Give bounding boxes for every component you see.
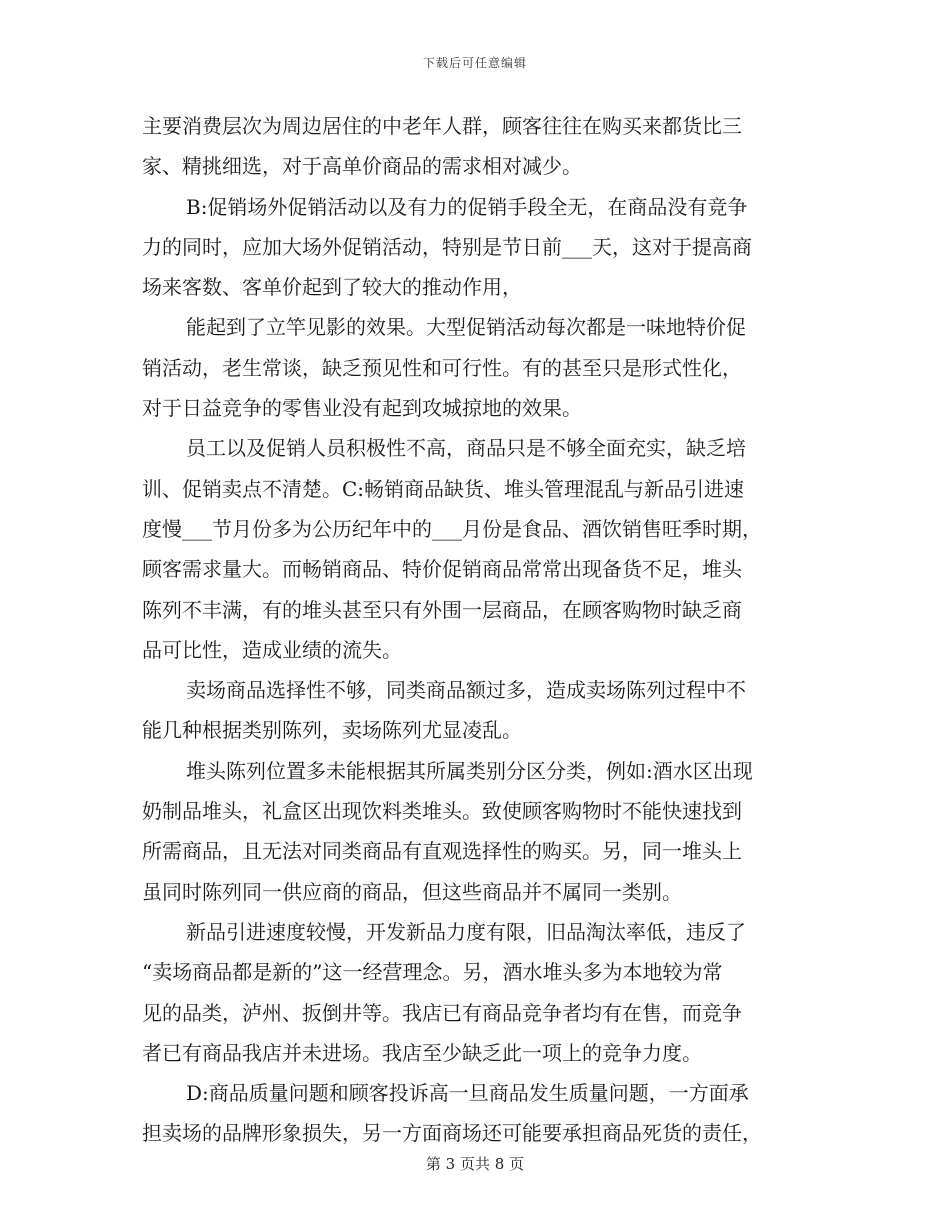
text-line: 奶制品堆头，礼盒区出现饮料类堆头。致使顾客购物时不能快速找到 [142, 799, 742, 824]
text-line: 场来客数、客单价起到了较大的推动作用， [142, 275, 522, 300]
text-line: 者已有商品我店并未进场。我店至少缺乏此一项上的竞争力度。 [142, 1040, 702, 1065]
text-line: 见的品类，泸州、扳倒井等。我店已有商品竞争者均有在售，而竞争 [142, 1000, 742, 1025]
text-line: 训、促销卖点不清楚。C:畅销商品缺货、堆头管理混乱与新品引进速 [142, 476, 745, 501]
text-line: 能起到了立竿见影的效果。大型促销活动每次都是一味地特价促 [186, 315, 746, 340]
text-line: 品可比性，造成业绩的流失。 [142, 637, 402, 662]
text-line: D:商品质量问题和顾客投诉高一旦商品发生质量问题，一方面承 [186, 1081, 749, 1106]
text-line: 所需商品，且无法对同类商品有直观选择性的购买。另，同一堆头上 [142, 839, 742, 864]
text-line: B:促销场外促销活动以及有力的促销手段全无，在商品没有竞争 [186, 194, 748, 219]
text-line: 度慢___节月份多为公历纪年中的___月份是食品、酒饮销售旺季时期， [142, 516, 762, 541]
text-line: 员工以及促销人员积极性不高，商品只是不够全面充实，缺乏培 [186, 436, 746, 461]
text-line: 销活动，老生常谈，缺乏预见性和可行性。有的甚至只是形式性化， [142, 355, 742, 380]
text-line: 力的同时，应加大场外促销活动，特别是节日前___天，这对于提高商 [142, 234, 752, 259]
text-line: 对于日益竞争的零售业没有起到攻城掠地的效果。 [142, 396, 582, 421]
page-header: 下载后可任意编辑 [422, 56, 527, 70]
text-line: 担卖场的品牌形象损失，另一方面商场还可能要承担商品死货的责任， [142, 1121, 762, 1146]
text-line: 家、精挑细选，对于高单价商品的需求相对减少。 [142, 154, 582, 179]
text-line: 主要消费层次为周边居住的中老年人群，顾客往往在购买来都货比三 [142, 114, 742, 138]
text-line: 新品引进速度较慢，开发新品力度有限，旧品淘汰率低，违反了 [186, 919, 746, 944]
text-line: 堆头陈列位置多未能根据其所属类别分区分类，例如:酒水区出现 [186, 758, 753, 783]
text-line: 顾客需求量大。而畅销商品、特价促销商品常常出现备货不足，堆头 [142, 557, 742, 582]
page-footer: 第 3 页共 8 页 [425, 1155, 525, 1173]
text-line: “卖场商品都是新的”这一经营理念。另，酒水堆头多为本地较为常 [142, 960, 723, 985]
document-body [142, 106, 810, 1154]
text-line: 能几种根据类别陈列，卖场陈列尤显凌乱。 [142, 718, 522, 743]
text-line: 陈列不丰满，有的堆头甚至只有外围一层商品，在顾客购物时缺乏商 [142, 597, 742, 622]
text-line: 卖场商品选择性不够，同类商品额过多，造成卖场陈列过程中不 [186, 678, 746, 703]
text-line: 虽同时陈列同一供应商的商品，但这些商品并不属同一类别。 [142, 879, 682, 904]
